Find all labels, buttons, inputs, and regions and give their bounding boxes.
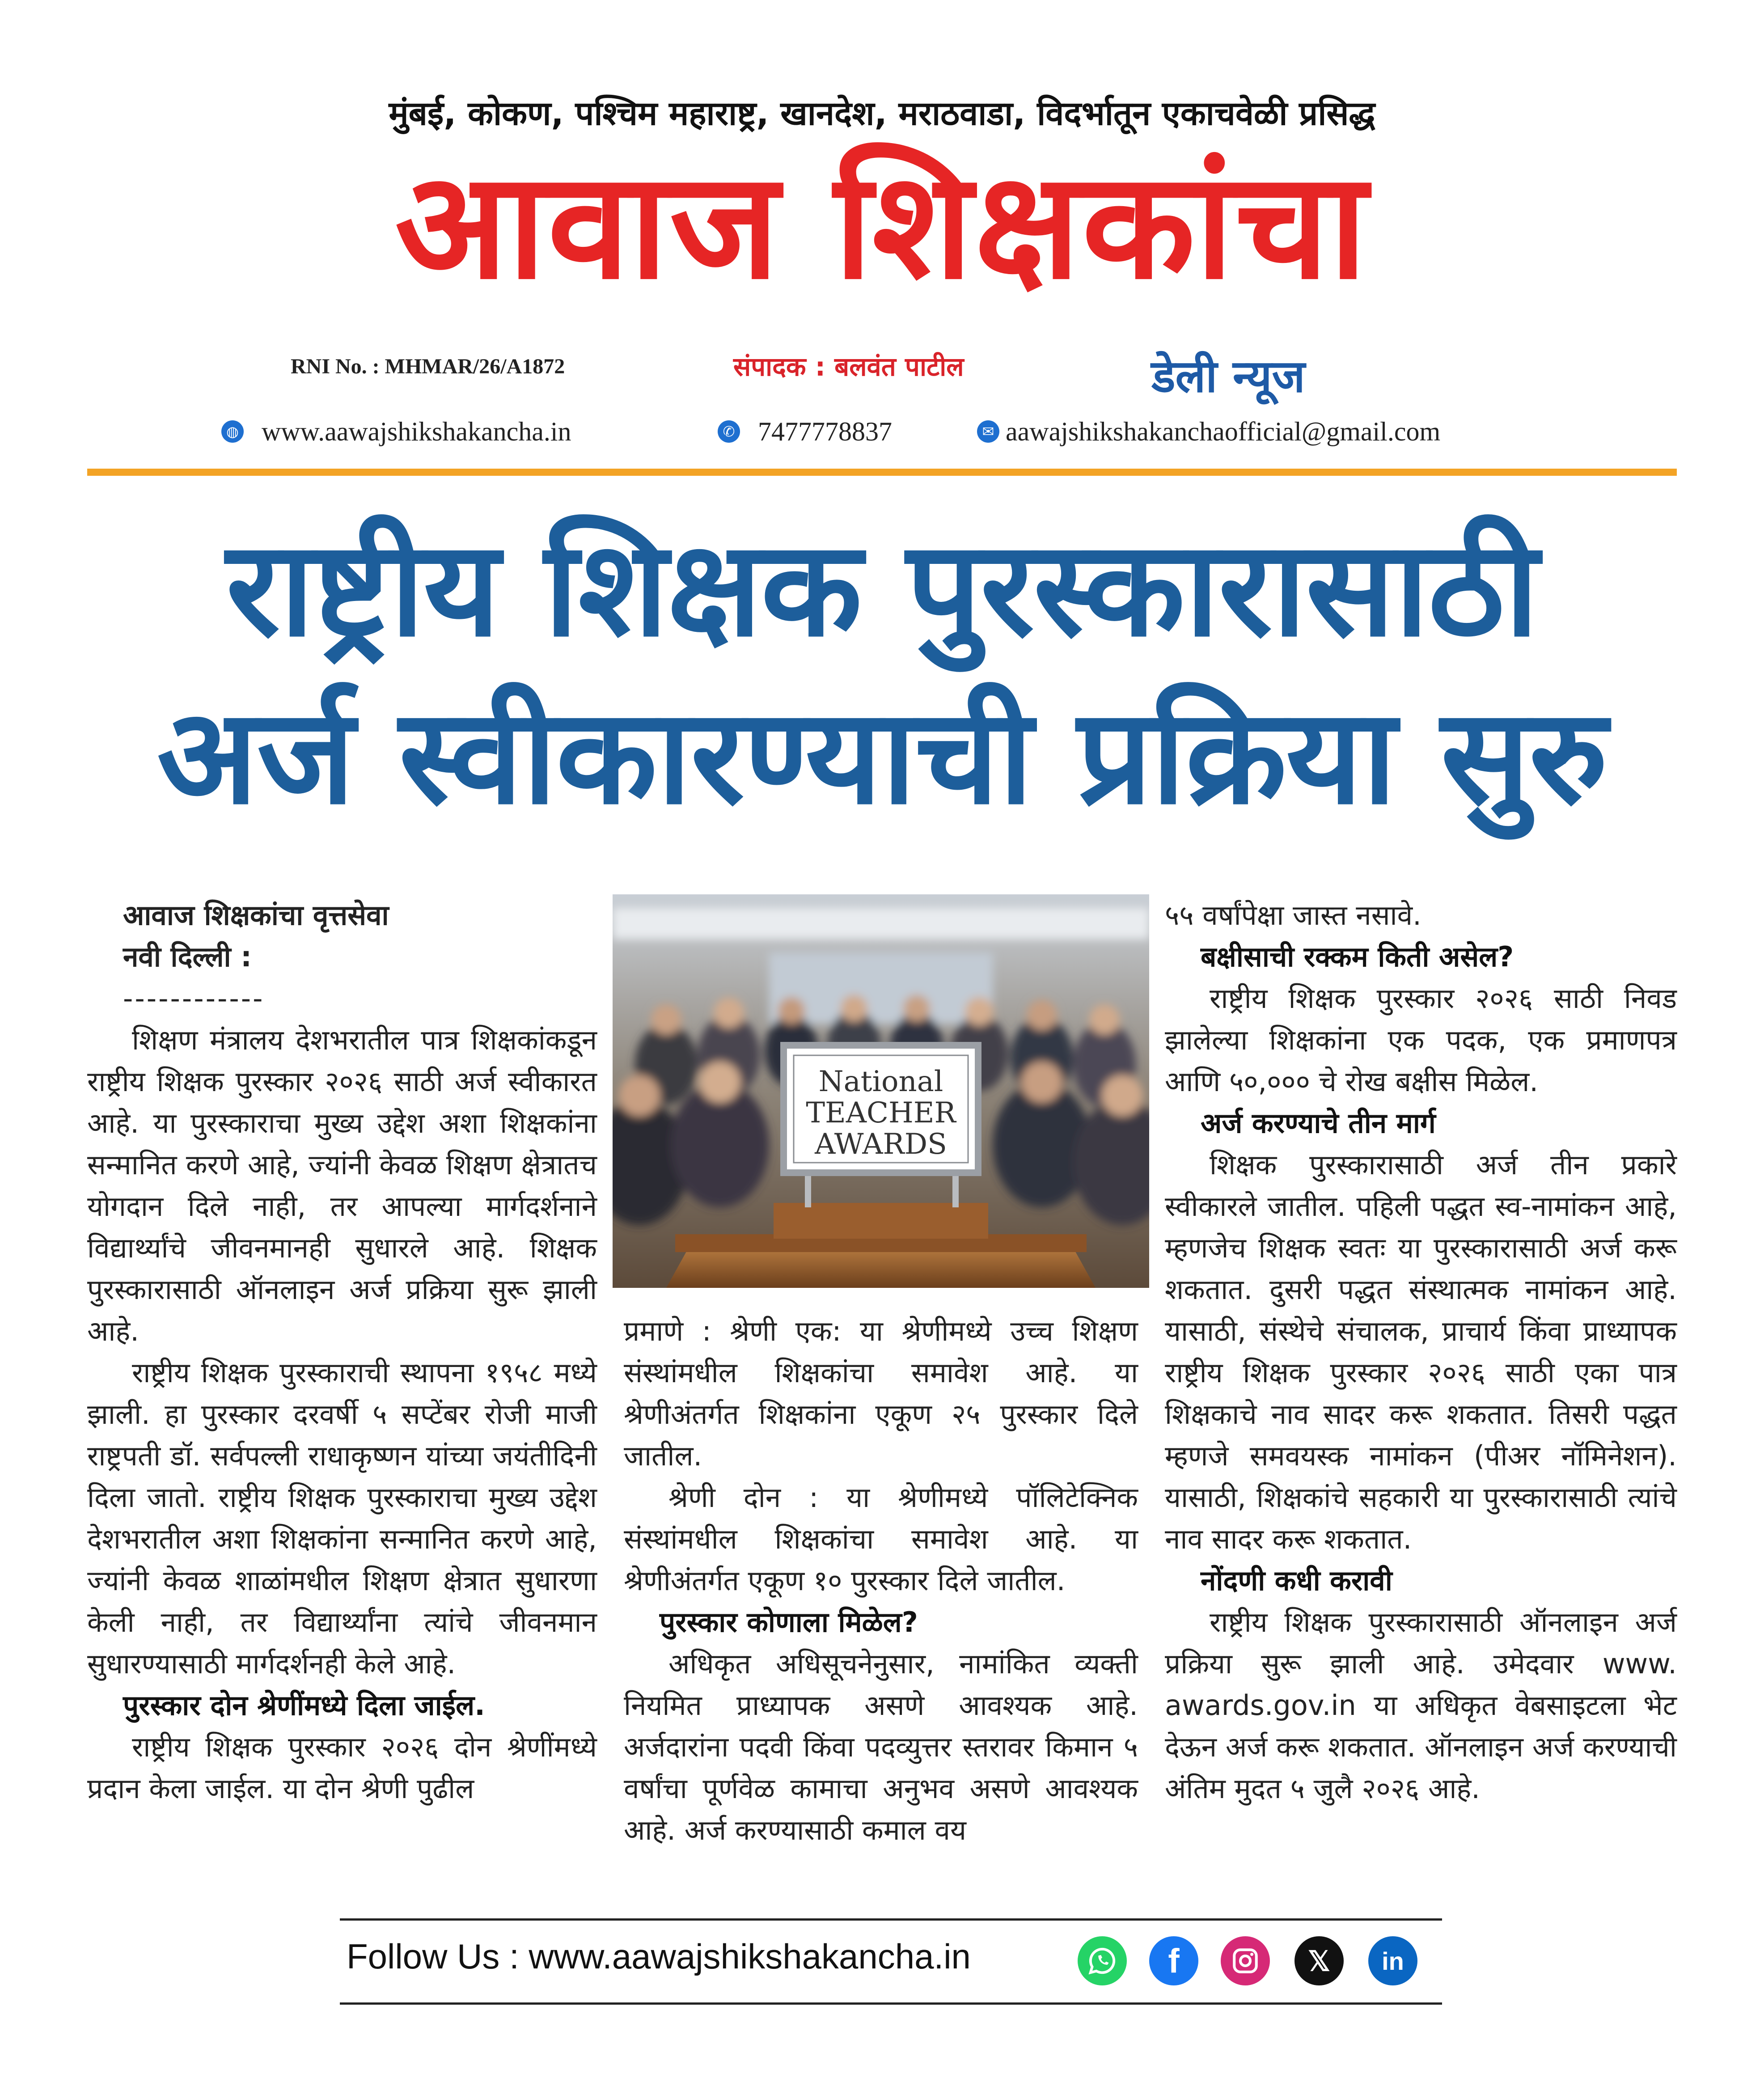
sign-line-1: National [818, 1065, 943, 1098]
paragraph: राष्ट्रीय शिक्षक पुरस्काराची स्थापना १९५८ मध्ये झाली. हा पुरस्कार दरवर्षी ५ सप्टेंबर रोजी माजी राष्ट्रपती डॉ. सर्वपल्ली राधाकृष्णन यांच्या जयंतीदिनी दिला जातो. राष्ट्रीय शिक्षक पुरस्काराचा मुख्य उद्देश देशभरातील अशा शिक्षकांना सन्मानित करणे आहे, ज्यांनी केवळ शाळांमधील शिक्षण क्षेत्रात सुधारणा केली नाही, तर विद्यार्थ्यांना त्यांचे जीवनमान सुधारण्यासाठी मार्गदर्शनही केले आहे. [87, 1356, 597, 1680]
news-service-byline: आवाज शिक्षकांचा वृत्तसेवा [123, 899, 389, 931]
editor-name: संपादक : बलवंत पाटील [733, 351, 964, 382]
linkedin-icon[interactable]: in [1368, 1936, 1417, 1985]
follow-us-text[interactable]: Follow Us : www.aawajshikshakancha.in [347, 1937, 971, 1976]
whatsapp-icon[interactable] [1078, 1936, 1127, 1985]
website-text: www.aawajshikshakancha.in [262, 416, 571, 446]
headline-line-2: अर्ज स्वीकारण्याची प्रक्रिया सुरु [157, 679, 1607, 834]
edition-label: डेली न्यूज [1151, 350, 1305, 402]
byline-separator: ------------ [123, 982, 265, 1015]
footer-top-rule [340, 1918, 1442, 1921]
email-icon: ✉ [977, 420, 999, 443]
headline-line-1: राष्ट्रीय शिक्षक पुरस्कारासाठी [226, 512, 1538, 666]
email-text: aawajshikshakanchaofficial@gmail.com [1006, 416, 1441, 446]
paragraph: ५५ वर्षांपेक्षा जास्त नसावे. [1165, 899, 1421, 931]
phone-icon: ✆ [718, 420, 740, 443]
article-column-3 [1165, 894, 1677, 1809]
award-ceremony-photo [613, 894, 1149, 1288]
subheading: नोंदणी कधी करावी [1201, 1564, 1392, 1597]
subheading: पुरस्कार दोन श्रेणींमध्ये दिला जाईल. [123, 1689, 485, 1722]
paragraph: श्रेणी दोन : या श्रेणीमध्ये पॉलिटेक्निक संस्थांमधील शिक्षकांचा समावेश आहे. या श्रेणीअंतर्गत एकूण १० पुरस्कार दिले जातील. [624, 1481, 1138, 1597]
newspaper-title: आवाज शिक्षकांचा [395, 140, 1369, 312]
globe-icon: ◍ [221, 420, 244, 443]
footer-bottom-rule [340, 2002, 1442, 2005]
paragraph: शिक्षक पुरस्कारासाठी अर्ज तीन प्रकारे स्वीकारले जातील. पहिली पद्धत स्व-नामांकन आहे, म्हणजेच शिक्षक स्वतः या पुरस्कारासाठी अर्ज करू शकतात. दुसरी पद्धत संस्थात्मक नामांकन आहे. यासाठी, संस्थेचे संचालक, प्राचार्य किंवा प्राध्यापक राष्ट्रीय शिक्षक पुरस्कार २०२६ साठी एका पात्र शिक्षकाचे नाव सादर करू शकतात. तिसरी पद्धत म्हणजे समवयस्क नामांकन (पीअर नॉमिनेशन). यासाठी, शिक्षकांचे सहकारी या पुरस्कारासाठी त्यांचे नाव सादर करू शकतात. [1165, 1148, 1677, 1555]
article-column-1 [87, 894, 597, 1809]
paragraph: राष्ट्रीय शिक्षक पुरस्कारासाठी ऑनलाइन अर्ज प्रक्रिया सुरू झाली आहे. उमेदवार www. awards.gov.in या अधिकृत वेबसाइटला भेट देऊन अर्ज करू शकतात. ऑनलाइन अर्ज करण्याची अंतिम मुदत ५ जुलै २०२६ आहे. [1165, 1606, 1677, 1805]
phone-text: 7477778837 [758, 416, 892, 446]
rni-number: RNI No. : MHMAR/26/A1872 [291, 355, 565, 378]
photo-illustration [613, 894, 1149, 1288]
contact-website[interactable] [221, 414, 571, 449]
paragraph: प्रमाणे : श्रेणी एक: या श्रेणीमध्ये उच्च शिक्षण संस्थांमधील शिक्षकांचा समावेश आहे. या श्रेणीअंतर्गत शिक्षकांना एकूण २५ पुरस्कार दिले जातील. [624, 1315, 1138, 1472]
dateline: नवी दिल्ली : [123, 940, 252, 973]
paragraph: अधिकृत अधिसूचनेनुसार, नामांकित व्यक्ती नियमित प्राध्यापक असणे आवश्यक आहे. अर्जदारांना पदवी किंवा पदव्युत्तर स्तरावर किमान ५ वर्षांचा पूर्णवेळ कामाचा अनुभव असणे आवश्यक आहे. अर्ज करण्यासाठी कमाल वय [624, 1647, 1138, 1846]
masthead-divider [87, 469, 1677, 476]
main-headline [54, 505, 1710, 840]
instagram-icon[interactable] [1221, 1936, 1270, 1985]
article-column-2 [624, 1310, 1138, 1851]
paragraph: राष्ट्रीय शिक्षक पुरस्कार २०२६ साठी निवड झालेल्या शिक्षकांना एक पदक, एक प्रमाणपत्र आणि ५०,००० चे रोख बक्षीस मिळेल. [1165, 982, 1677, 1098]
facebook-icon[interactable]: f [1149, 1936, 1198, 1985]
sign-line-3: AWARDS [815, 1128, 947, 1161]
subheading: अर्ज करण्याचे तीन मार्ग [1201, 1107, 1436, 1139]
sign-line-2: TEACHER [806, 1096, 956, 1130]
subheading: बक्षीसाची रक्कम किती असेल? [1201, 940, 1514, 973]
paragraph: राष्ट्रीय शिक्षक पुरस्कार २०२६ दोन श्रेणींमध्ये प्रदान केला जाईल. या दोन श्रेणी पुढील [87, 1731, 597, 1805]
masthead-tagline: मुंबई, कोकण, पश्चिम महाराष्ट्र, खानदेश, मराठवाडा, विदर्भातून एकाचवेळी प्रसिद्ध [389, 94, 1375, 133]
paragraph: शिक्षण मंत्रालय देशभरातील पात्र शिक्षकांकडून राष्ट्रीय शिक्षक पुरस्कार २०२६ साठी अर्ज स्वीकारत आहे. या पुरस्काराचा मुख्य उद्देश अशा शिक्षकांना सन्मानित करणे आहे, ज्यांनी केवळ शिक्षण क्षेत्रातच योगदान दिले नाही, तर आपल्या मार्गदर्शनाने विद्यार्थ्यांचे जीवनमानही सुधारले आहे. शिक्षक पुरस्कारासाठी ऑनलाइन अर्ज प्रक्रिया सुरू झाली आहे. [87, 1024, 597, 1347]
contact-phone[interactable] [718, 414, 892, 449]
contact-email[interactable] [977, 414, 1440, 449]
subheading: पुरस्कार कोणाला मिळेल? [660, 1606, 918, 1638]
x-icon[interactable]: 𝕏 [1294, 1936, 1344, 1985]
